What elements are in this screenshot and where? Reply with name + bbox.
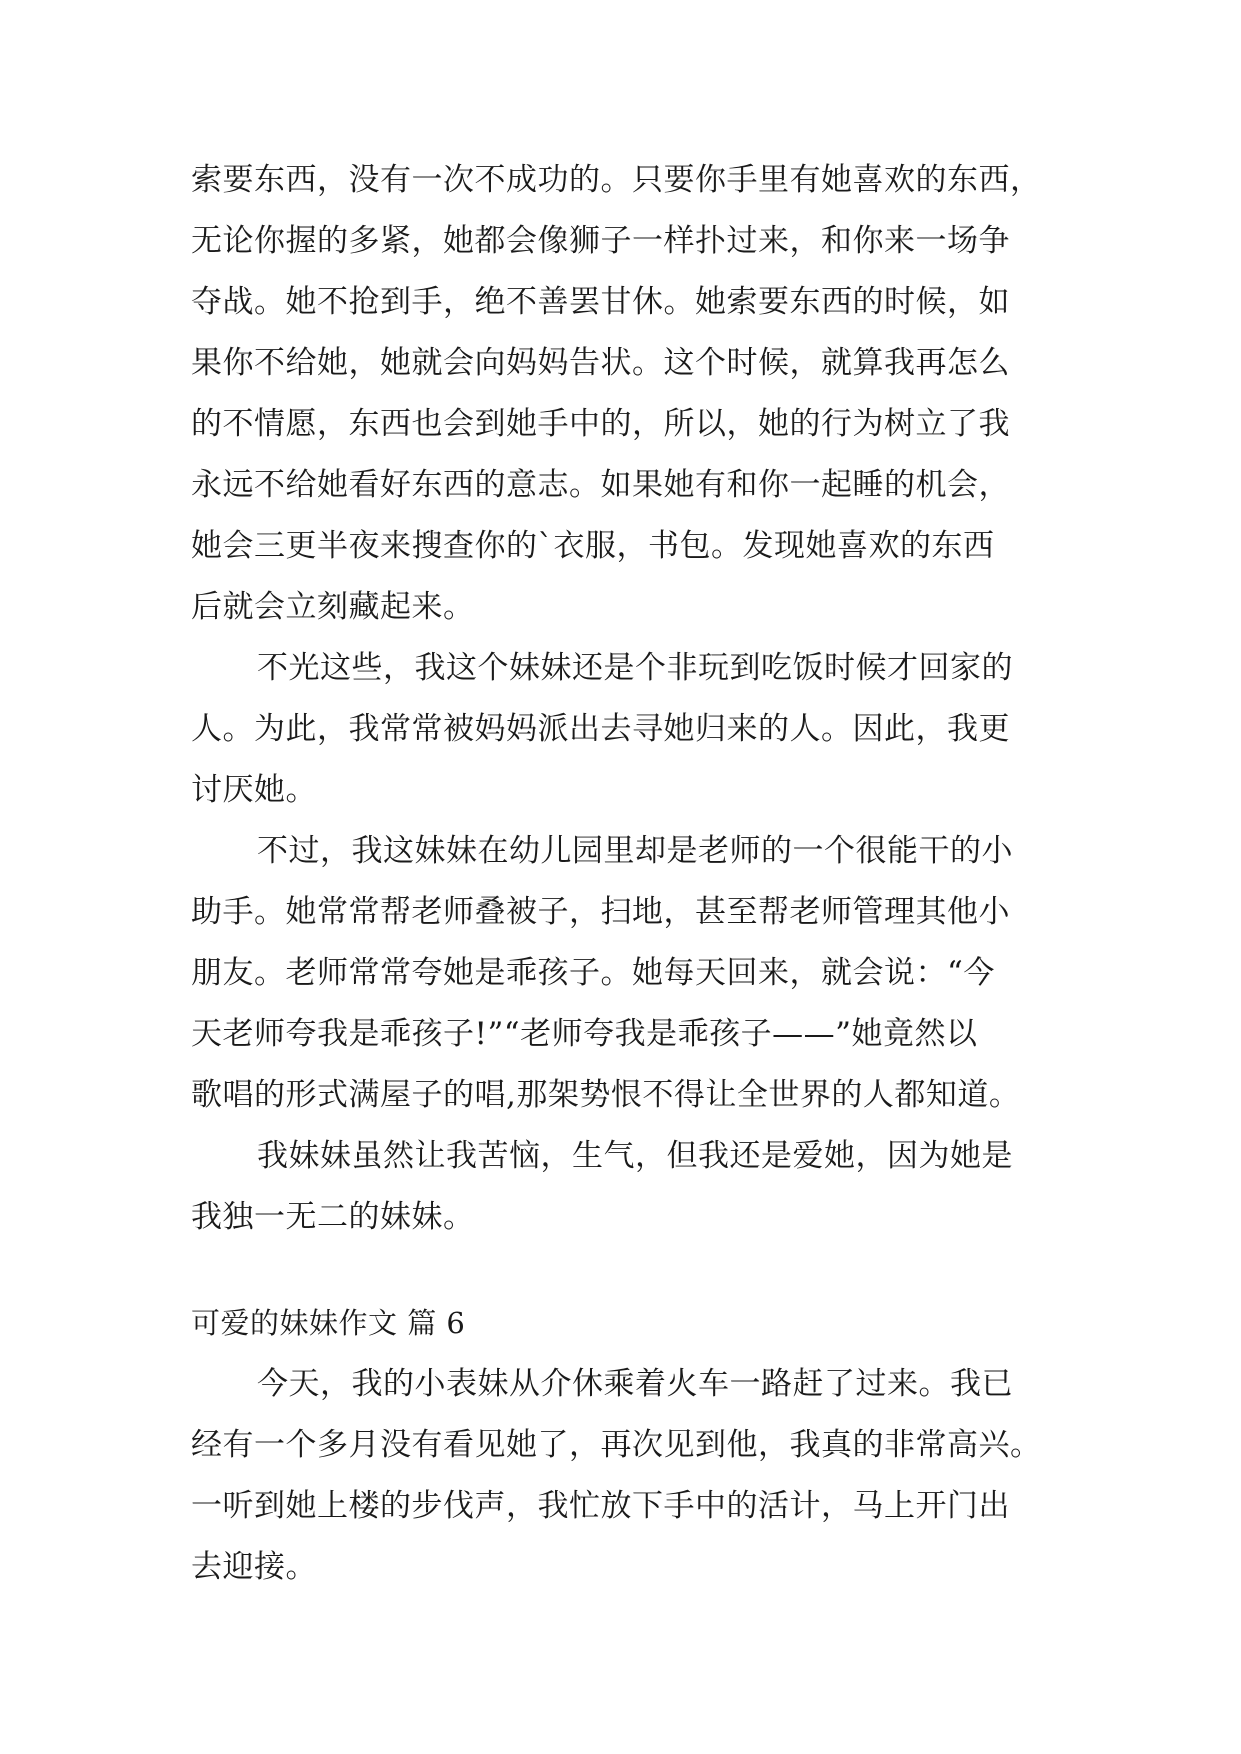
text-line: 后就会立刻藏起来。 xyxy=(191,589,475,625)
text-line: 不过，我这妹妹在幼儿园里却是老师的一个很能干的小 xyxy=(257,833,1013,869)
text-line: 今天，我的小表妹从介休乘着火车一路赶了过来。我已 xyxy=(257,1366,1013,1402)
text-line: 我独一无二的妹妹。 xyxy=(191,1199,475,1235)
text-line: 索要东西，没有一次不成功的。只要你手里有她喜欢的东西， xyxy=(191,162,1042,198)
paragraph-1 xyxy=(191,150,1061,638)
paragraph-4 xyxy=(191,1126,1061,1248)
text-line: 天老师夸我是乖孩子!”“老师夸我是乖孩子——”她竟然以 xyxy=(191,1016,978,1052)
text-line: 一听到她上楼的步伐声，我忙放下手中的活计，马上开门出 xyxy=(191,1488,1010,1524)
text-line: 的不情愿，东西也会到她手中的，所以，她的行为树立了我 xyxy=(191,406,1010,442)
paragraph-5 xyxy=(191,1354,1061,1598)
text-line: 我妹妹虽然让我苦恼，生气，但我还是爱她，因为她是 xyxy=(257,1138,1013,1174)
text-line: 果你不给她，她就会向妈妈告状。这个时候，就算我再怎么 xyxy=(191,345,1010,381)
text-line: 她会三更半夜来搜查你的`衣服，书包。发现她喜欢的东西 xyxy=(191,528,995,564)
text-line: 人。为此，我常常被妈妈派出去寻她归来的人。因此，我更 xyxy=(191,711,1010,747)
text-line: 歌唱的形式满屋子的唱,那架势恨不得让全世界的人都知道。 xyxy=(191,1077,1021,1113)
text-line: 助手。她常常帮老师叠被子，扫地，甚至帮老师管理其他小 xyxy=(191,894,1010,930)
text-line: 讨厌她。 xyxy=(191,772,317,808)
text-line: 无论你握的多紧，她都会像狮子一样扑过来，和你来一场争 xyxy=(191,223,1010,259)
text-line: 不光这些，我这个妹妹还是个非玩到吃饭时候才回家的 xyxy=(257,650,1013,686)
text-line: 永远不给她看好东西的意志。如果她有和你一起睡的机会， xyxy=(191,467,1010,503)
paragraph-2 xyxy=(191,638,1061,821)
text-line: 夺战。她不抢到手，绝不善罢甘休。她索要东西的时候，如 xyxy=(191,284,1010,320)
document-page xyxy=(191,150,1061,1598)
text-line: 经有一个多月没有看见她了，再次见到他，我真的非常高兴。 xyxy=(191,1427,1042,1463)
paragraph-3 xyxy=(191,821,1061,1126)
text-line: 去迎接。 xyxy=(191,1549,317,1585)
text-line: 朋友。老师常常夸她是乖孩子。她每天回来，就会说：“今 xyxy=(191,955,995,991)
section-heading: 可爱的妹妹作文 篇 6 xyxy=(191,1306,466,1340)
